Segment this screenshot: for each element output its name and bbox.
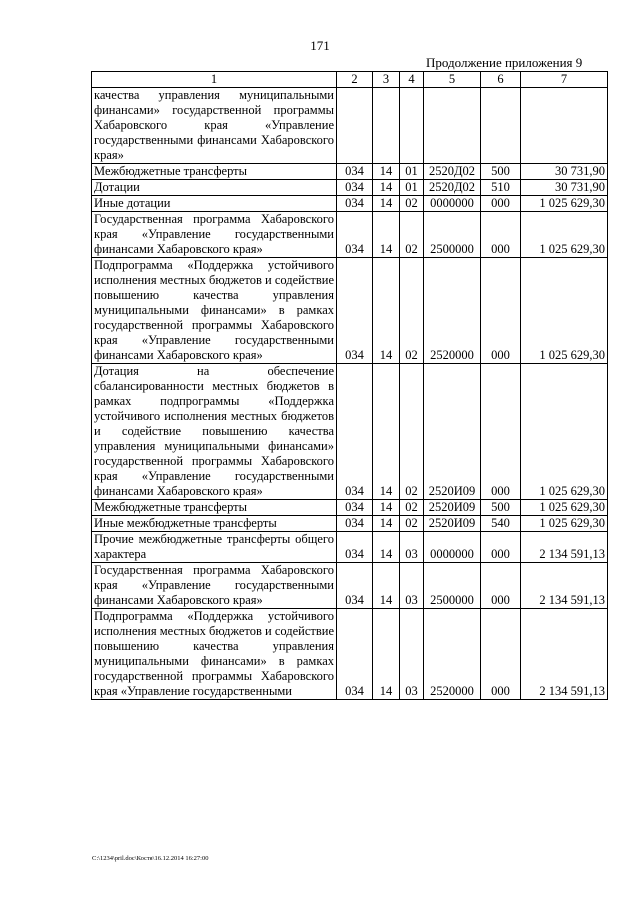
table-row xyxy=(92,88,608,164)
section-code-cell: 14 xyxy=(373,532,400,563)
target-article-cell: 0000000 xyxy=(424,196,481,212)
footer-file-path: C:\1234\pril.doc\Костя\16.12.2014 16:27:00 xyxy=(92,855,209,862)
subsection-code-cell: 01 xyxy=(400,180,424,196)
item-name-cell: Дотация на обеспечение сбалансированности местных бюджетов в рамках подпрограммы «Поддержка устойчивого исполнения местных бюджетов и содействие повышению качества управления муниципальными финансами» государственной программы Хабаровского края «Управление государственными финансами Хабаровского края» xyxy=(92,364,337,500)
item-name-cell: Подпрограмма «Поддержка устойчивого исполнения местных бюджетов и содействие повышению качества управления муниципальными финансами» в рамках государственной программы Хабаровского края «Управление государственными финансами Хабаровского края» xyxy=(92,258,337,364)
ministry-code-cell: 034 xyxy=(337,212,373,258)
ministry-code-cell: 034 xyxy=(337,609,373,700)
continuation-label: Продолжение приложения 9 xyxy=(426,55,583,70)
expense-type-cell: 540 xyxy=(481,516,521,532)
column-header-3: 3 xyxy=(373,72,400,88)
column-header-5: 5 xyxy=(424,72,481,88)
ministry-code-cell: 034 xyxy=(337,258,373,364)
expense-type-cell: 000 xyxy=(481,563,521,609)
item-name-cell: Иные межбюджетные трансферты xyxy=(92,516,337,532)
section-code-cell: 14 xyxy=(373,258,400,364)
item-name-cell: Межбюджетные трансферты xyxy=(92,500,337,516)
table-header-row xyxy=(92,72,608,88)
target-article-cell: 2520000 xyxy=(424,609,481,700)
target-article-cell: 2500000 xyxy=(424,563,481,609)
item-name-cell: Подпрограмма «Поддержка устойчивого исполнения местных бюджетов и содействие повышению качества управления муниципальными финансами» в рамках государственной программы Хабаровского края «Управление государственными xyxy=(92,609,337,700)
amount-cell: 1 025 629,30 xyxy=(521,364,608,500)
section-code-cell xyxy=(373,88,400,164)
expense-type-cell: 000 xyxy=(481,609,521,700)
subsection-code-cell: 02 xyxy=(400,364,424,500)
table-row xyxy=(92,258,608,364)
column-header-2: 2 xyxy=(337,72,373,88)
section-code-cell: 14 xyxy=(373,609,400,700)
ministry-code-cell: 034 xyxy=(337,516,373,532)
table-body xyxy=(92,88,608,700)
item-name-cell: Государственная программа Хабаровского края «Управление государственными финансами Хабаровского края» xyxy=(92,563,337,609)
section-code-cell: 14 xyxy=(373,212,400,258)
item-name-cell: Дотации xyxy=(92,180,337,196)
table-row xyxy=(92,532,608,563)
amount-cell: 30 731,90 xyxy=(521,180,608,196)
target-article-cell: 2520Д02 xyxy=(424,180,481,196)
target-article-cell xyxy=(424,88,481,164)
ministry-code-cell: 034 xyxy=(337,500,373,516)
ministry-code-cell: 034 xyxy=(337,532,373,563)
amount-cell: 1 025 629,30 xyxy=(521,196,608,212)
subsection-code-cell: 03 xyxy=(400,532,424,563)
item-name-cell: Иные дотации xyxy=(92,196,337,212)
expense-type-cell: 000 xyxy=(481,258,521,364)
amount-cell: 2 134 591,13 xyxy=(521,532,608,563)
section-code-cell: 14 xyxy=(373,516,400,532)
budget-table xyxy=(91,71,608,700)
target-article-cell: 2520И09 xyxy=(424,516,481,532)
item-name-cell: качества управления муниципальными финансами» государственной программы Хабаровского края «Управление государственными финансами Хабаровского края» xyxy=(92,88,337,164)
table-row xyxy=(92,180,608,196)
section-code-cell: 14 xyxy=(373,364,400,500)
amount-cell: 1 025 629,30 xyxy=(521,212,608,258)
amount-cell xyxy=(521,88,608,164)
item-name-cell: Государственная программа Хабаровского края «Управление государственными финансами Хабаровского края» xyxy=(92,212,337,258)
section-code-cell: 14 xyxy=(373,180,400,196)
ministry-code-cell: 034 xyxy=(337,364,373,500)
subsection-code-cell: 02 xyxy=(400,212,424,258)
ministry-code-cell: 034 xyxy=(337,196,373,212)
expense-type-cell: 000 xyxy=(481,212,521,258)
item-name-cell: Прочие межбюджетные трансферты общего характера xyxy=(92,532,337,563)
table-row xyxy=(92,364,608,500)
expense-type-cell: 000 xyxy=(481,196,521,212)
subsection-code-cell: 01 xyxy=(400,164,424,180)
column-header-7: 7 xyxy=(521,72,608,88)
column-header-1: 1 xyxy=(92,72,337,88)
item-name-cell: Межбюджетные трансферты xyxy=(92,164,337,180)
page-number: 171 xyxy=(310,38,330,53)
ministry-code-cell: 034 xyxy=(337,164,373,180)
target-article-cell: 2520000 xyxy=(424,258,481,364)
expense-type-cell: 500 xyxy=(481,164,521,180)
amount-cell: 1 025 629,30 xyxy=(521,500,608,516)
table-row xyxy=(92,500,608,516)
subsection-code-cell: 02 xyxy=(400,258,424,364)
table-row xyxy=(92,212,608,258)
column-header-6: 6 xyxy=(481,72,521,88)
table-row xyxy=(92,516,608,532)
subsection-code-cell: 02 xyxy=(400,516,424,532)
table-row xyxy=(92,196,608,212)
target-article-cell: 2520И09 xyxy=(424,364,481,500)
expense-type-cell: 510 xyxy=(481,180,521,196)
subsection-code-cell: 02 xyxy=(400,500,424,516)
target-article-cell: 2520И09 xyxy=(424,500,481,516)
amount-cell: 1 025 629,30 xyxy=(521,258,608,364)
target-article-cell: 2520Д02 xyxy=(424,164,481,180)
expense-type-cell xyxy=(481,88,521,164)
section-code-cell: 14 xyxy=(373,164,400,180)
column-header-4: 4 xyxy=(400,72,424,88)
target-article-cell: 2500000 xyxy=(424,212,481,258)
amount-cell: 2 134 591,13 xyxy=(521,563,608,609)
target-article-cell: 0000000 xyxy=(424,532,481,563)
section-code-cell: 14 xyxy=(373,196,400,212)
subsection-code-cell xyxy=(400,88,424,164)
ministry-code-cell: 034 xyxy=(337,563,373,609)
ministry-code-cell: 034 xyxy=(337,180,373,196)
table-row xyxy=(92,563,608,609)
amount-cell: 1 025 629,30 xyxy=(521,516,608,532)
subsection-code-cell: 03 xyxy=(400,609,424,700)
expense-type-cell: 000 xyxy=(481,364,521,500)
table-row xyxy=(92,609,608,700)
table-row xyxy=(92,164,608,180)
amount-cell: 30 731,90 xyxy=(521,164,608,180)
amount-cell: 2 134 591,13 xyxy=(521,609,608,700)
ministry-code-cell xyxy=(337,88,373,164)
section-code-cell: 14 xyxy=(373,500,400,516)
subsection-code-cell: 02 xyxy=(400,196,424,212)
section-code-cell: 14 xyxy=(373,563,400,609)
subsection-code-cell: 03 xyxy=(400,563,424,609)
expense-type-cell: 500 xyxy=(481,500,521,516)
expense-type-cell: 000 xyxy=(481,532,521,563)
